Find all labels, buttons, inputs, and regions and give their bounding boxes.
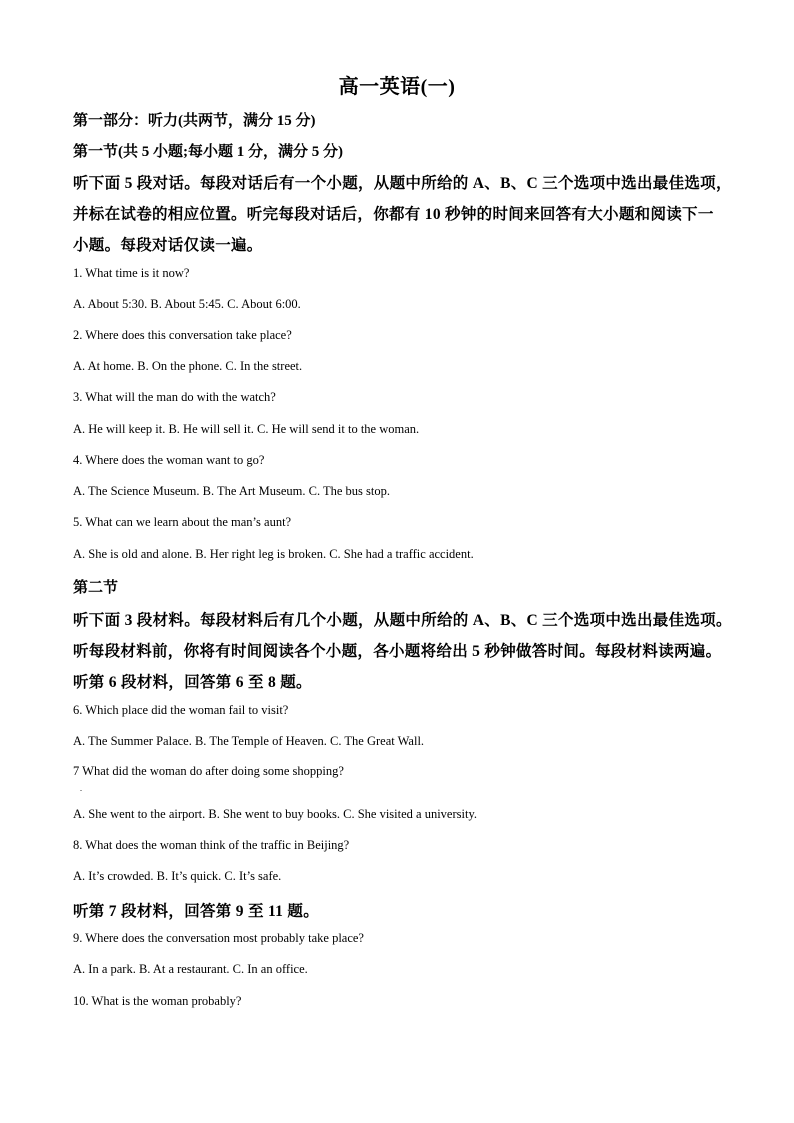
section1-instruction-line: 听下面 5 段对话。每段对话后有一个小题，从题中所给的 A、B、C 三个选项中选出最佳选项， <box>73 175 732 192</box>
options-3: A. He will keep it. B. He will sell it. C. He will send it to the woman. <box>73 422 420 436</box>
page-title: 高一英语(一) <box>338 76 456 98</box>
options-7: A. She went to the airport. B. She went to buy books. C. She visited a university. <box>73 807 478 821</box>
options-1: A. About 5:30. B. About 5:45. C. About 6:00. <box>73 297 301 311</box>
question-9: 9. Where does the conversation most probably take place? <box>73 931 364 945</box>
part1-heading: 第一部分：听力(共两节，满分 15 分) <box>73 113 316 129</box>
options-4: A. The Science Museum. B. The Art Museum. C. The bus stop. <box>73 484 390 498</box>
question-4: 4. Where does the woman want to go? <box>73 453 265 467</box>
options-2: A. At home. B. On the phone. C. In the street. <box>73 359 303 373</box>
question-5: 5. What can we learn about the man’s aunt? <box>73 515 292 529</box>
section2-instruction-line: 听下面 3 段材料。每段材料后有几个小题，从题中所给的 A、B、C 三个选项中选出最佳选项。 <box>73 612 732 629</box>
question-2: 2. Where does this conversation take place? <box>73 328 292 342</box>
question-6: 6. Which place did the woman fail to visit? <box>73 703 289 717</box>
options-8: A. It’s crowded. B. It’s quick. C. It’s safe. <box>73 869 282 883</box>
options-5: A. She is old and alone. B. Her right leg is broken. C. She had a traffic accident. <box>73 547 474 561</box>
section2-instruction-line: 听每段材料前，你将有时间阅读各个小题，各小题将给出 5 秒钟做答时间。每段材料读两遍。 <box>73 643 722 660</box>
section1-instruction-line: 并标在试卷的相应位置。听完每段对话后，你都有 10 秒钟的时间来回答有大小题和阅读下一 <box>73 206 714 223</box>
stray-mark: . <box>80 784 82 793</box>
question-10: 10. What is the woman probably? <box>73 994 242 1008</box>
question-7: 7 What did the woman do after doing some shopping? <box>73 764 344 778</box>
section2-heading: 第二节 <box>73 580 119 596</box>
question-1: 1. What time is it now? <box>73 266 190 280</box>
question-3: 3. What will the man do with the watch? <box>73 390 276 404</box>
material6-heading: 听第 6 段材料，回答第 6 至 8 题。 <box>73 674 312 691</box>
question-8: 8. What does the woman think of the traffic in Beijing? <box>73 838 350 852</box>
section1-instruction-line: 小题。每段对话仅读一遍。 <box>73 237 263 254</box>
options-6: A. The Summer Palace. B. The Temple of Heaven. C. The Great Wall. <box>73 734 425 748</box>
options-9: A. In a park. B. At a restaurant. C. In an office. <box>73 962 308 976</box>
material7-heading: 听第 7 段材料，回答第 9 至 11 题。 <box>73 903 319 920</box>
section1-heading: 第一节(共 5 小题;每小题 1 分，满分 5 分) <box>73 144 343 160</box>
